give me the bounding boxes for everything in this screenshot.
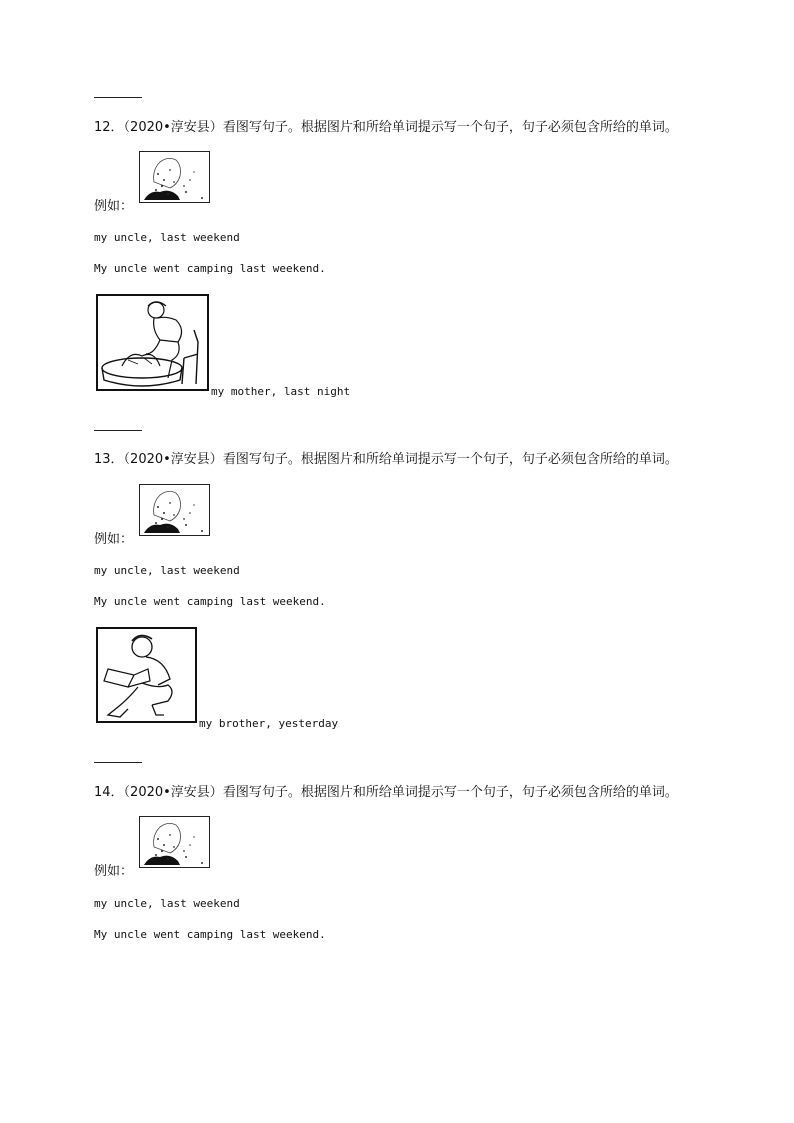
camping-example-image: [139, 151, 210, 203]
example-label: 例如：: [94, 532, 134, 547]
camping-example-image: [139, 816, 210, 868]
example-sentence: My uncle went camping last weekend.: [94, 595, 326, 608]
camping-example-image: [139, 484, 210, 536]
brother-reading-image: [96, 627, 197, 723]
example-sentence: My uncle went camping last weekend.: [94, 262, 326, 275]
example-words: my uncle, last weekend: [94, 231, 240, 244]
question-12-heading: [94, 116, 678, 135]
question-13-heading: [94, 448, 678, 467]
task-words: my mother, last night: [211, 385, 351, 398]
example-words: my uncle, last weekend: [94, 897, 240, 910]
question-number: 13．: [94, 452, 124, 467]
question-source: （2020•淳安县）: [123, 785, 223, 800]
question-instruction: 看图写句子。根据图片和所给单词提示写一个句子，句子必须包含所给的单词。: [222, 452, 678, 467]
question-number: 12．: [94, 120, 124, 135]
task-words: my brother, yesterday: [199, 717, 339, 730]
question-source: （2020•淳安县）: [123, 120, 223, 135]
mother-washing-clothes-image: [96, 294, 209, 391]
question-source: （2020•淳安县）: [123, 452, 223, 467]
answer-line-13: [94, 762, 142, 763]
answer-line-11: [94, 97, 142, 98]
example-words: my uncle, last weekend: [94, 564, 240, 577]
question-instruction: 看图写句子。根据图片和所给单词提示写一个句子，句子必须包含所给的单词。: [222, 785, 678, 800]
question-14-heading: [94, 781, 678, 800]
question-instruction: 看图写句子。根据图片和所给单词提示写一个句子，句子必须包含所给的单词。: [222, 120, 678, 135]
example-sentence: My uncle went camping last weekend.: [94, 928, 326, 941]
example-label: 例如：: [94, 864, 134, 879]
question-number: 14．: [94, 785, 124, 800]
example-label: 例如：: [94, 199, 134, 214]
answer-line-12: [94, 430, 142, 431]
